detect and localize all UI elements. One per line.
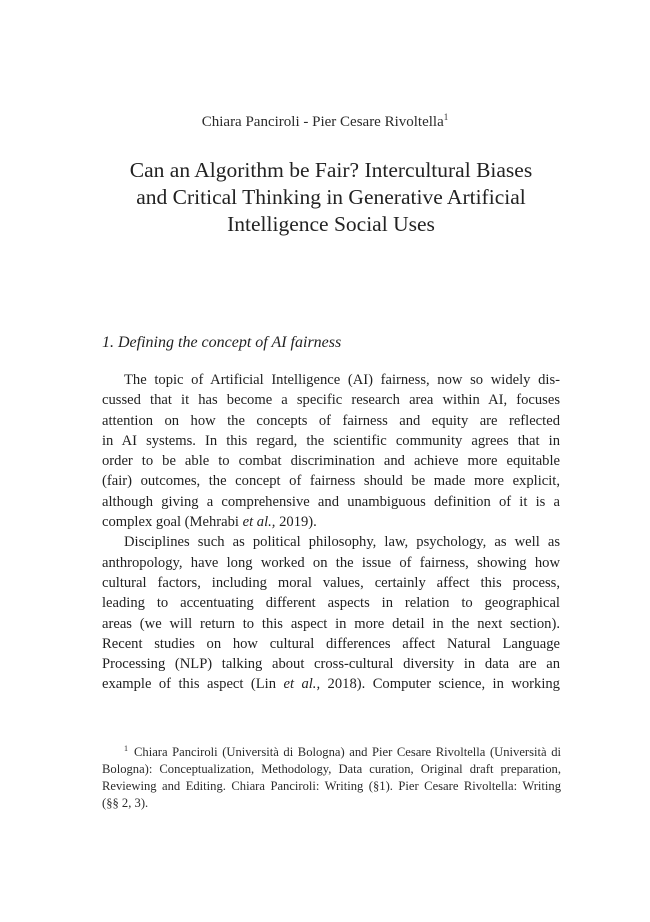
body-text xyxy=(102,370,560,695)
text-line: Disciplines such as political philosophy, law, psychology, as well as xyxy=(124,534,560,551)
footnote-line: Reviewing and Editing. Chiara Panciroli: Writing (§1). Pier Cesare Rivoltella: Writing xyxy=(102,779,561,793)
text-line: leading to accentuating different aspects in relation to geographical xyxy=(102,595,560,612)
author-line xyxy=(0,113,650,131)
text-line: areas (we will return to this aspect in more detail in the next section). xyxy=(102,615,560,632)
footnote-line xyxy=(102,744,561,761)
title-line-2: and Critical Thinking in Generative Artificial xyxy=(136,185,526,209)
text-line: order to be able to combat discrimination and achieve more equitable xyxy=(102,453,560,470)
footnote-text: Chiara Panciroli (Università di Bologna) and Pier Cesare Rivoltella (Università di xyxy=(134,745,561,759)
text-segment: 2018). Computer science, in working xyxy=(320,676,560,693)
footnote-line: (§§ 2, 3). xyxy=(102,796,149,810)
footnote-reference: 1 xyxy=(443,112,449,122)
text-line: although giving a comprehensive and unambiguous definition of it is a xyxy=(102,493,560,510)
footnote-marker: 1 xyxy=(124,743,128,753)
text-line xyxy=(102,512,560,532)
text-line: (fair) outcomes, the concept of fairness should be made more explicit, xyxy=(102,473,560,490)
text-line: anthropology, have long worked on the issue of fairness, showing how xyxy=(102,554,560,571)
section-heading: 1. Defining the concept of AI fairness xyxy=(102,334,342,351)
text-line: Recent studies on how cultural differences affect Natural Language xyxy=(102,635,560,652)
text-line: The topic of Artificial Intelligence (AI) fairness, now so widely dis- xyxy=(124,372,560,388)
text-segment: complex goal (Mehrabi xyxy=(102,514,243,531)
footnote-line: Bologna): Conceptualization, Methodology, Data curation, Original draft preparation, xyxy=(102,762,561,776)
citation-italic: et al., xyxy=(242,514,276,531)
chapter-title xyxy=(100,157,562,238)
title-line-1: Can an Algorithm be Fair? Intercultural Biases xyxy=(129,158,533,182)
text-line: attention on how the concepts of fairness and equity are reflected xyxy=(102,412,560,429)
title-line-3: Intelligence Social Uses xyxy=(227,212,435,236)
text-line: cussed that it has become a specific research area within AI, focuses xyxy=(102,392,560,409)
paragraph-1 xyxy=(102,370,560,532)
paragraph-2 xyxy=(102,532,560,694)
text-line: in AI systems. In this regard, the scientific community agrees that in xyxy=(102,432,560,449)
text-line: Processing (NLP) talking about cross-cultural diversity in data are an xyxy=(102,656,560,673)
citation-italic: et al., xyxy=(283,676,321,693)
footnote xyxy=(102,744,561,812)
text-line xyxy=(102,674,560,694)
text-segment: 2019). xyxy=(275,514,317,531)
author-names: Chiara Panciroli - Pier Cesare Rivoltella xyxy=(201,114,444,130)
text-line: cultural factors, including moral values, certainly affect this process, xyxy=(102,574,560,591)
text-segment: example of this aspect (Lin xyxy=(102,676,284,693)
